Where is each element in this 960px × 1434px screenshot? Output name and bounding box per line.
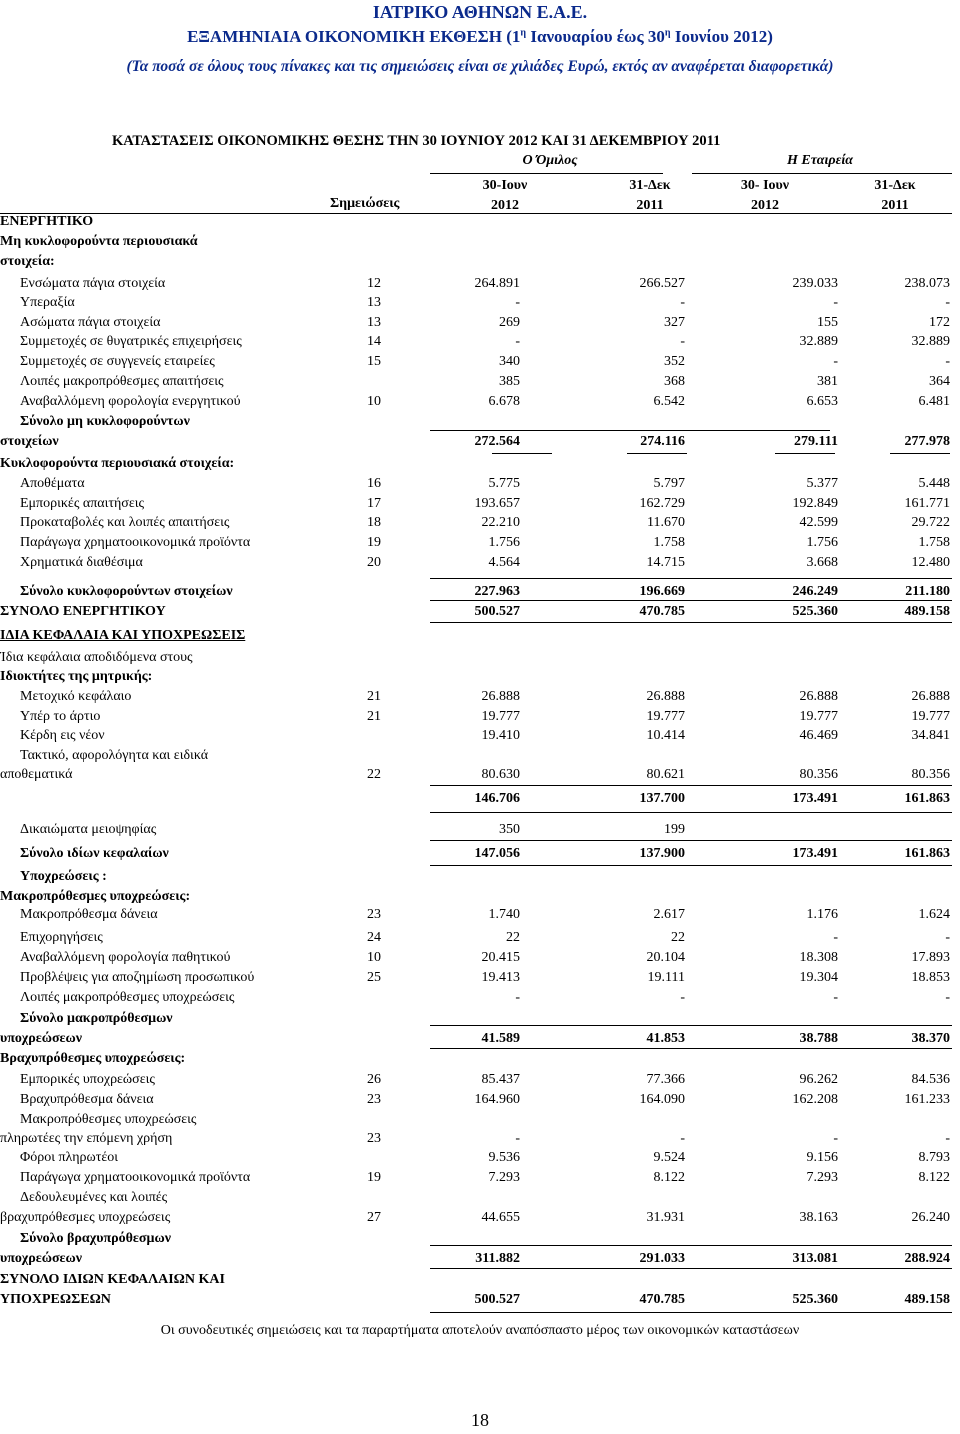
report-title-superscript-1: η [520,27,527,39]
page-number: 18 [471,1410,489,1430]
row-note: 14 [367,334,381,349]
row-value-col1: 26.888 [481,689,520,704]
row-label: αποθεματικά [0,767,73,782]
row-value-col4: 84.536 [911,1072,950,1087]
row-note: 27 [367,1210,381,1225]
row-value-col3: 7.293 [806,1170,838,1185]
row-value-col2: 137.900 [639,846,685,861]
statement-title: ΚΑΤΑΣΤΑΣΕΙΣ ΟΙΚΟΝΟΜΙΚΗΣ ΘΕΣΗΣ ΤΗΝ 30 ΙΟΥΝΙΟΥ 2012 ΚΑΙ 31 ΔΕΚΕΜΒΡΙΟΥ 2011 [112,133,721,149]
report-title-part-a: ΕΞΑΜΗΝΙΑΙΑ ΟΙΚΟΝΟΜΙΚΗ ΕΚΘΕΣΗ (1 [187,27,521,46]
row-label: Βραχυπρόθεσμες υποχρεώσεις: [0,1051,186,1066]
row-value-col4: 364 [929,374,950,389]
row-value-col2: - [680,295,685,310]
row-label: Βραχυπρόθεσμα δάνεια [20,1092,154,1107]
row-value-col2: 291.033 [639,1251,685,1266]
row-label: Ασώματα πάγια στοιχεία [20,315,161,330]
row-value-col1: 20.415 [481,950,520,965]
row-note: 22 [367,767,381,782]
row-label: στοιχείων [0,434,59,449]
row-value-col2: 14.715 [646,555,685,570]
row-value-col1: 19.413 [481,970,520,985]
row-value-col4: - [945,354,950,369]
row-value-col3: 246.249 [792,584,838,599]
row-value-col3: 42.599 [799,515,838,530]
row-value-col3: 162.208 [792,1092,838,1107]
row-value-col3: - [833,295,838,310]
row-value-col1: 22.210 [481,515,520,530]
row-note: 19 [367,1170,381,1185]
row-label: Σύνολο βραχυπρόθεσμων [20,1231,171,1246]
row-value-col1: - [515,334,520,349]
row-value-col2: 2.617 [653,907,685,922]
row-value-col4: 32.889 [911,334,950,349]
row-note: 17 [367,496,381,511]
row-value-col1: 4.564 [488,555,520,570]
row-label: Μη κυκλοφορούντα περιουσιακά [0,234,198,249]
row-value-col2: 5.797 [653,476,685,491]
row-note: 13 [367,295,381,310]
row-value-col4: 80.356 [911,767,950,782]
row-value-col3: 32.889 [799,334,838,349]
total-rule [627,453,687,454]
row-value-col3: 19.777 [799,709,838,724]
row-value-col2: 352 [664,354,685,369]
row-label: Ενσώματα πάγια στοιχεία [20,276,166,291]
row-value-col1: 193.657 [474,496,520,511]
row-label: Ίδια κεφάλαια αποδιδόμενα στους [0,650,193,665]
row-value-col3: 239.033 [792,276,838,291]
row-value-col4: 26.240 [911,1210,950,1225]
row-value-col3: 46.469 [799,728,838,743]
row-value-col4: 277.978 [904,434,950,449]
row-label: Κέρδη εις νέον [20,728,105,743]
row-label: Τακτικό, αφορολόγητα και ειδικά [20,748,209,763]
row-value-col4: 8.122 [918,1170,950,1185]
row-label: πληρωτέες την επόμενη χρήση [0,1131,173,1146]
row-label: Σύνολο μακροπρόθεσμων [20,1011,173,1026]
row-value-col2: 137.700 [639,791,685,806]
row-note: 18 [367,515,381,530]
row-note: 10 [367,950,381,965]
row-label: Υπέρ το άρτιο [20,709,101,724]
row-value-col2: 327 [664,315,685,330]
total-rule [430,578,952,579]
row-value-col2: 80.621 [646,767,685,782]
row-value-col1: 9.536 [488,1150,520,1165]
row-value-col4: 26.888 [911,689,950,704]
row-value-col4: 8.793 [918,1150,950,1165]
row-value-col2: 266.527 [639,276,685,291]
row-value-col3: 192.849 [792,496,838,511]
row-value-col2: 164.090 [639,1092,685,1107]
row-value-col1: 22 [506,930,520,945]
row-note: 24 [367,930,381,945]
row-label: στοιχεία: [0,254,55,269]
row-value-col3: - [833,354,838,369]
row-value-col2: 368 [664,374,685,389]
row-value-col3: - [833,1131,838,1146]
row-value-col3: 19.304 [799,970,838,985]
row-label: βραχυπρόθεσμες υποχρεώσεις [0,1210,171,1225]
amounts-note: (Τα ποσά σε όλους τους πίνακες και τις σημειώσεις είναι σε χιλιάδες Ευρώ, εκτός αν αναφέρεται διαφορετικά) [126,58,834,75]
row-value-col1: 41.589 [481,1031,520,1046]
row-note: 10 [367,394,381,409]
total-rule [430,430,830,431]
row-note: 23 [367,1131,381,1146]
row-label: Υποχρεώσεις : [20,869,107,884]
row-value-col4: 161.233 [904,1092,950,1107]
row-value-col2: 22 [671,930,685,945]
row-label: Επιχορηγήσεις [20,930,103,945]
row-value-col2: 31.931 [646,1210,685,1225]
total-rule [430,622,952,623]
row-label: Σύνολο μη κυκλοφορούντων [20,414,190,429]
row-value-col2: 162.729 [639,496,685,511]
row-value-col4: - [945,1131,950,1146]
row-value-col4: 161.863 [904,846,950,861]
row-label: ΣΥΝΟΛΟ ΙΔΙΩΝ ΚΕΦΑΛΑΙΩΝ ΚΑΙ [0,1272,225,1287]
row-label: υποχρεώσεων [0,1251,83,1266]
row-value-col3: 1.756 [806,535,838,550]
total-rule [492,453,552,454]
total-rule [430,840,952,841]
row-value-col4: 18.853 [911,970,950,985]
row-value-col2: 470.785 [639,604,685,619]
total-rule [775,453,835,454]
row-value-col3: 525.360 [792,604,838,619]
row-value-col2: 20.104 [646,950,685,965]
total-rule [430,600,952,601]
column-header-company-2012: 30- Ιουν 2012 [740,178,790,213]
group-underline [430,173,663,174]
row-label: Αναβαλλόμενη φορολογία ενεργητικού [20,394,241,409]
row-value-col4: 29.722 [911,515,950,530]
row-label: Συμμετοχές σε συγγενείς εταιρείες [20,354,215,369]
header-rule [0,213,952,214]
row-note: 23 [367,907,381,922]
row-label: υποχρεώσεων [0,1031,83,1046]
row-value-col4: - [945,990,950,1005]
row-value-col2: 6.542 [653,394,685,409]
row-note: 26 [367,1072,381,1087]
row-value-col4: 1.758 [918,535,950,550]
row-value-col3: 5.377 [806,476,838,491]
row-label: Φόροι πληρωτέοι [20,1150,119,1165]
row-value-col3: 173.491 [792,846,838,861]
footer-note: Οι συνοδευτικές σημειώσεις και τα παραρτήματα αποτελούν αναπόσπαστο μέρος των οικονομικών καταστάσεων [160,1323,800,1338]
row-label: Χρηματικά διαθέσιμα [20,555,143,570]
row-value-col1: 311.882 [475,1251,520,1266]
row-value-col1: 19.410 [481,728,520,743]
row-value-col1: 19.777 [481,709,520,724]
report-title-part-c: Ιουνίου 2012) [670,27,773,46]
total-rule [430,865,952,866]
row-value-col4: 12.480 [911,555,950,570]
row-label: ΕΝΕΡΓΗΤΙΚΟ [0,214,94,229]
row-value-col3: 6.653 [806,394,838,409]
row-value-col3: 381 [817,374,838,389]
row-value-col2: 19.111 [647,970,685,985]
row-value-col3: 80.356 [799,767,838,782]
row-label: Κυκλοφορούντα περιουσιακά στοιχεία: [0,456,235,471]
row-value-col1: 350 [499,822,520,837]
total-rule [430,1245,952,1246]
row-label: Αναβαλλόμενη φορολογία παθητικού [20,950,231,965]
row-value-col2: 19.777 [646,709,685,724]
row-value-col2: 10.414 [646,728,685,743]
total-rule [430,785,952,786]
row-note: 21 [367,709,381,724]
row-value-col3: - [833,930,838,945]
row-value-col4: 34.841 [911,728,950,743]
row-value-col1: 5.775 [488,476,520,491]
report-title-part-b: Ιανουαρίου έως 30 [526,27,665,46]
row-value-col1: 44.655 [481,1210,520,1225]
row-value-col4: 161.771 [904,496,950,511]
row-value-col1: 500.527 [474,604,520,619]
row-value-col2: 41.853 [646,1031,685,1046]
row-note: 12 [367,276,381,291]
row-note: 21 [367,689,381,704]
row-note: 25 [367,970,381,985]
company-name: ΙΑΤΡΙΚΟ ΑΘΗΝΩΝ Ε.Α.Ε. [372,2,588,22]
row-value-col3: 18.308 [799,950,838,965]
row-label: Ιδιοκτήτες της μητρικής: [0,669,153,684]
row-label: Λοιπές μακροπρόθεσμες υποχρεώσεις [20,990,235,1005]
notes-column-header: Σημειώσεις [330,196,400,211]
row-value-col4: 161.863 [904,791,950,806]
row-value-col1: 340 [499,354,520,369]
row-note: 16 [367,476,381,491]
row-value-col2: 196.669 [639,584,685,599]
row-label: Αποθέματα [20,476,85,491]
row-label: Σύνολο κυκλοφορούντων στοιχείων [20,584,233,599]
row-label: Υπεραξία [20,295,75,310]
row-value-col3: 38.163 [799,1210,838,1225]
row-value-col2: 1.758 [653,535,685,550]
row-value-col2: 11.670 [647,515,685,530]
row-value-col4: - [945,930,950,945]
row-value-col1: - [515,295,520,310]
row-value-col3: 9.156 [806,1150,838,1165]
row-label: Μετοχικό κεφάλαιο [20,689,132,704]
row-label: ΥΠΟΧΡΕΩΣΕΩΝ [0,1292,111,1307]
row-value-col1: 264.891 [474,276,520,291]
row-value-col1: 7.293 [488,1170,520,1185]
total-rule [430,812,952,813]
row-value-col1: 269 [499,315,520,330]
row-value-col1: - [515,1131,520,1146]
row-value-col2: - [680,990,685,1005]
row-value-col3: 279.111 [794,434,838,449]
row-value-col2: 274.116 [640,434,685,449]
row-value-col2: 77.366 [646,1072,685,1087]
row-value-col4: 489.158 [904,604,950,619]
row-value-col3: 38.788 [799,1031,838,1046]
row-value-col3: 525.360 [792,1292,838,1307]
row-value-col2: 199 [664,822,685,837]
row-value-col1: 227.963 [474,584,520,599]
row-value-col2: 26.888 [646,689,685,704]
row-label: Σύνολο ιδίων κεφαλαίων [20,846,169,861]
row-value-col2: - [680,1131,685,1146]
total-rule [430,1268,952,1269]
row-value-col3: - [833,990,838,1005]
row-label: Δικαιώματα μειοψηφίας [20,822,157,837]
row-value-col1: 1.740 [488,907,520,922]
row-label: Μακροπρόθεσμα δάνεια [20,907,158,922]
row-value-col4: 6.481 [918,394,950,409]
row-value-col2: - [680,334,685,349]
row-value-col1: 80.630 [481,767,520,782]
row-value-col4: 211.180 [905,584,950,599]
row-value-col4: 238.073 [904,276,950,291]
row-label: ΙΔΙΑ ΚΕΦΑΛΑΙΑ ΚΑΙ ΥΠΟΧΡΕΩΣΕΙΣ [0,628,246,643]
row-value-col4: - [945,295,950,310]
row-value-col4: 5.448 [918,476,950,491]
row-value-col1: 164.960 [474,1092,520,1107]
row-note: 23 [367,1092,381,1107]
row-value-col3: 173.491 [792,791,838,806]
row-label: ΣΥΝΟΛΟ ΕΝΕΡΓΗΤΙΚΟΥ [0,604,166,619]
company-column-label: Η Εταιρεία [787,153,853,168]
row-label: Λοιπές μακροπρόθεσμες απαιτήσεις [20,374,224,389]
row-value-col1: 385 [499,374,520,389]
row-value-col1: 6.678 [488,394,520,409]
row-value-col4: 19.777 [911,709,950,724]
total-rule [430,1312,952,1313]
row-value-col2: 470.785 [639,1292,685,1307]
row-value-col4: 1.624 [918,907,950,922]
report-title-superscript-2: η [664,27,671,39]
column-header-group-2012: 30-Ιουν 2012 [482,178,528,213]
row-value-col1: - [515,990,520,1005]
row-note: 19 [367,535,381,550]
row-label: Παράγωγα χρηματοοικονομικά προϊόντα [20,1170,251,1185]
row-value-col1: 1.756 [488,535,520,550]
row-value-col1: 500.527 [474,1292,520,1307]
total-rule [430,1025,952,1026]
row-value-col2: 8.122 [653,1170,685,1185]
row-note: 15 [367,354,381,369]
row-note: 20 [367,555,381,570]
row-value-col4: 38.370 [911,1031,950,1046]
row-label: Προβλέψεις για αποζημίωση προσωπικού [20,970,255,985]
row-value-col3: 3.668 [806,555,838,570]
row-label: Μακροπρόθεσμες υποχρεώσεις [20,1112,197,1127]
row-value-col3: 26.888 [799,689,838,704]
row-label: Δεδουλευμένες και λοιπές [20,1190,168,1205]
row-value-col1: 272.564 [474,434,520,449]
row-note: 13 [367,315,381,330]
row-label: Εμπορικές υποχρεώσεις [20,1072,155,1087]
row-label: Εμπορικές απαιτήσεις [20,496,145,511]
row-value-col1: 85.437 [481,1072,520,1087]
row-value-col3: 313.081 [792,1251,838,1266]
row-value-col2: 9.524 [653,1150,685,1165]
row-value-col1: 147.056 [474,846,520,861]
group-column-label: Ο Όμιλος [522,153,578,168]
row-value-col4: 489.158 [904,1292,950,1307]
total-rule [890,453,950,454]
company-underline [692,173,952,174]
row-value-col4: 17.893 [911,950,950,965]
total-rule [430,1048,952,1049]
row-label: Προκαταβολές και λοιπές απαιτήσεις [20,515,230,530]
row-value-col3: 96.262 [799,1072,838,1087]
row-value-col4: 288.924 [904,1251,950,1266]
row-label: Μακροπρόθεσμες υποχρεώσεις: [0,889,191,904]
column-header-group-2011: 31-Δεκ 2011 [629,178,671,213]
row-label: Συμμετοχές σε θυγατρικές επιχειρήσεις [20,334,242,349]
row-value-col1: 146.706 [474,791,520,806]
row-value-col3: 1.176 [806,907,838,922]
row-value-col4: 172 [929,315,950,330]
row-label: Παράγωγα χρηματοοικονομικά προϊόντα [20,535,251,550]
column-header-company-2011: 31-Δεκ 2011 [874,178,916,213]
report-title [0,27,960,47]
row-value-col3: 155 [817,315,838,330]
